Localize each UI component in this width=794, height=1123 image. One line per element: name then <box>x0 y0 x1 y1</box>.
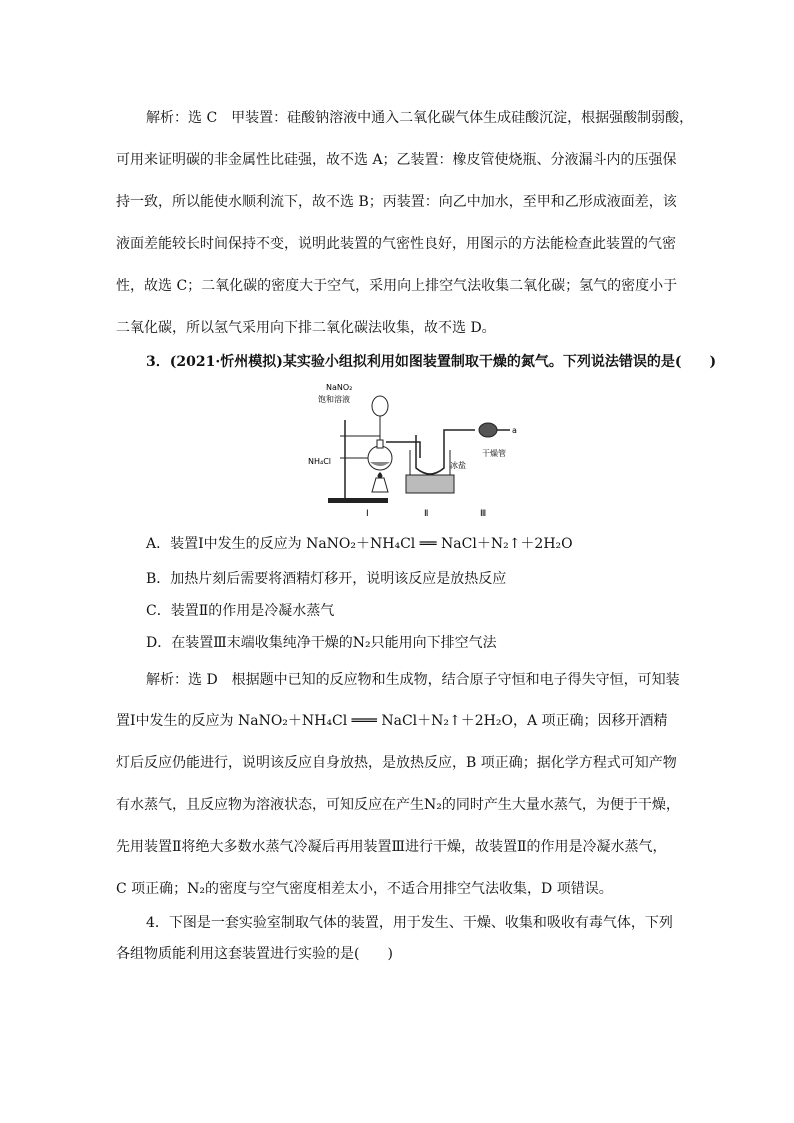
figure-label-solution: 饱和溶液 <box>318 395 350 404</box>
option-d: D．在装置Ⅲ末端收集纯净干燥的N₂只能用向下排空气法 <box>146 635 497 651</box>
figure-label-nh4cl: NH₄Cl <box>308 457 332 466</box>
analysis1-line-1: 解析：选 C 甲装置：硅酸钠溶液中通入二氧化碳气体生成硅酸沉淀，根据强酸制弱酸， <box>146 110 694 126</box>
figure-label-2: Ⅱ <box>424 509 429 519</box>
analysis1-line-3: 持一致，所以能使水顺利流下，故不选 B；丙装置：向乙中加水，至甲和乙形成液面差，该 <box>116 194 677 210</box>
analysis1-line-2: 可用来证明碳的非金属性比硅强，故不选 A；乙装置：橡皮管使烧瓶、分液漏斗内的压强保 <box>116 152 677 168</box>
option-c: C．装置Ⅱ的作用是冷凝水蒸气 <box>146 603 335 619</box>
figure-label-1: Ⅰ <box>366 509 369 519</box>
figure-label-a: a <box>512 426 517 435</box>
figure-label-ice-salt: 冰盐 <box>450 461 466 470</box>
analysis2-line-3: 灯后反应仍能进行，说明该反应自身放热，是放热反应，B 项正确；据化学方程式可知产物 <box>116 755 677 771</box>
analysis2-line-6: C 项正确；N₂的密度与空气密度相差太小，不适合用排空气法收集，D 项错误。 <box>116 881 613 897</box>
figure-label-nano2: NaNO₂ <box>326 383 353 392</box>
question-4-line-2: 各组物质能利用这套装置进行实验的是( ) <box>116 946 393 962</box>
figure-label-3: Ⅲ <box>480 509 487 519</box>
analysis1-line-5: 性，故选 C；二氧化碳的密度大于空气，采用向上排空气法收集二氧化碳；氢气的密度小于 <box>116 278 678 294</box>
analysis1-line-6: 二氧化碳，所以氢气采用向下排二氧化碳法收集，故不选 D。 <box>116 320 496 336</box>
option-a: A．装置Ⅰ中发生的反应为 NaNO₂＋NH₄Cl ══ NaCl＋N₂↑＋2H₂O <box>146 536 573 552</box>
analysis2-line-2: 置Ⅰ中发生的反应为 NaNO₂＋NH₄Cl ═══ NaCl＋N₂↑＋2H₂O，A 项正确；因移开酒精 <box>116 713 668 729</box>
question-4-line-1: 4．下图是一套实验室制取气体的装置，用于发生、干燥、收集和吸收有毒气体，下列 <box>146 915 673 931</box>
figure-label-drying-tube: 干燥管 <box>482 449 506 458</box>
analysis2-line-5: 先用装置Ⅱ将绝大多数水蒸气冷凝后再用装置Ⅲ进行干燥，故装置Ⅱ的作用是冷凝水蒸气， <box>116 839 667 855</box>
option-b: B．加热片刻后需要将酒精灯移开，说明该反应是放热反应 <box>146 571 507 587</box>
apparatus-figure <box>300 380 530 520</box>
question-3-stem: 3．(2021·忻州模拟)某实验小组拟利用如图装置制取干燥的氮气。下列说法错误的是( ) <box>146 354 717 370</box>
analysis2-line-4: 有水蒸气，且反应物为溶液状态，可知反应在产生N₂的同时产生大量水蒸气，为便于干燥， <box>116 797 680 813</box>
analysis2-line-1: 解析：选 D 根据题中已知的反应物和生成物，结合原子守恒和电子得失守恒，可知装 <box>146 672 680 688</box>
analysis1-line-4: 液面差能较长时间保持不变，说明此装置的气密性良好，用图示的方法能检查此装置的气密 <box>116 236 676 252</box>
